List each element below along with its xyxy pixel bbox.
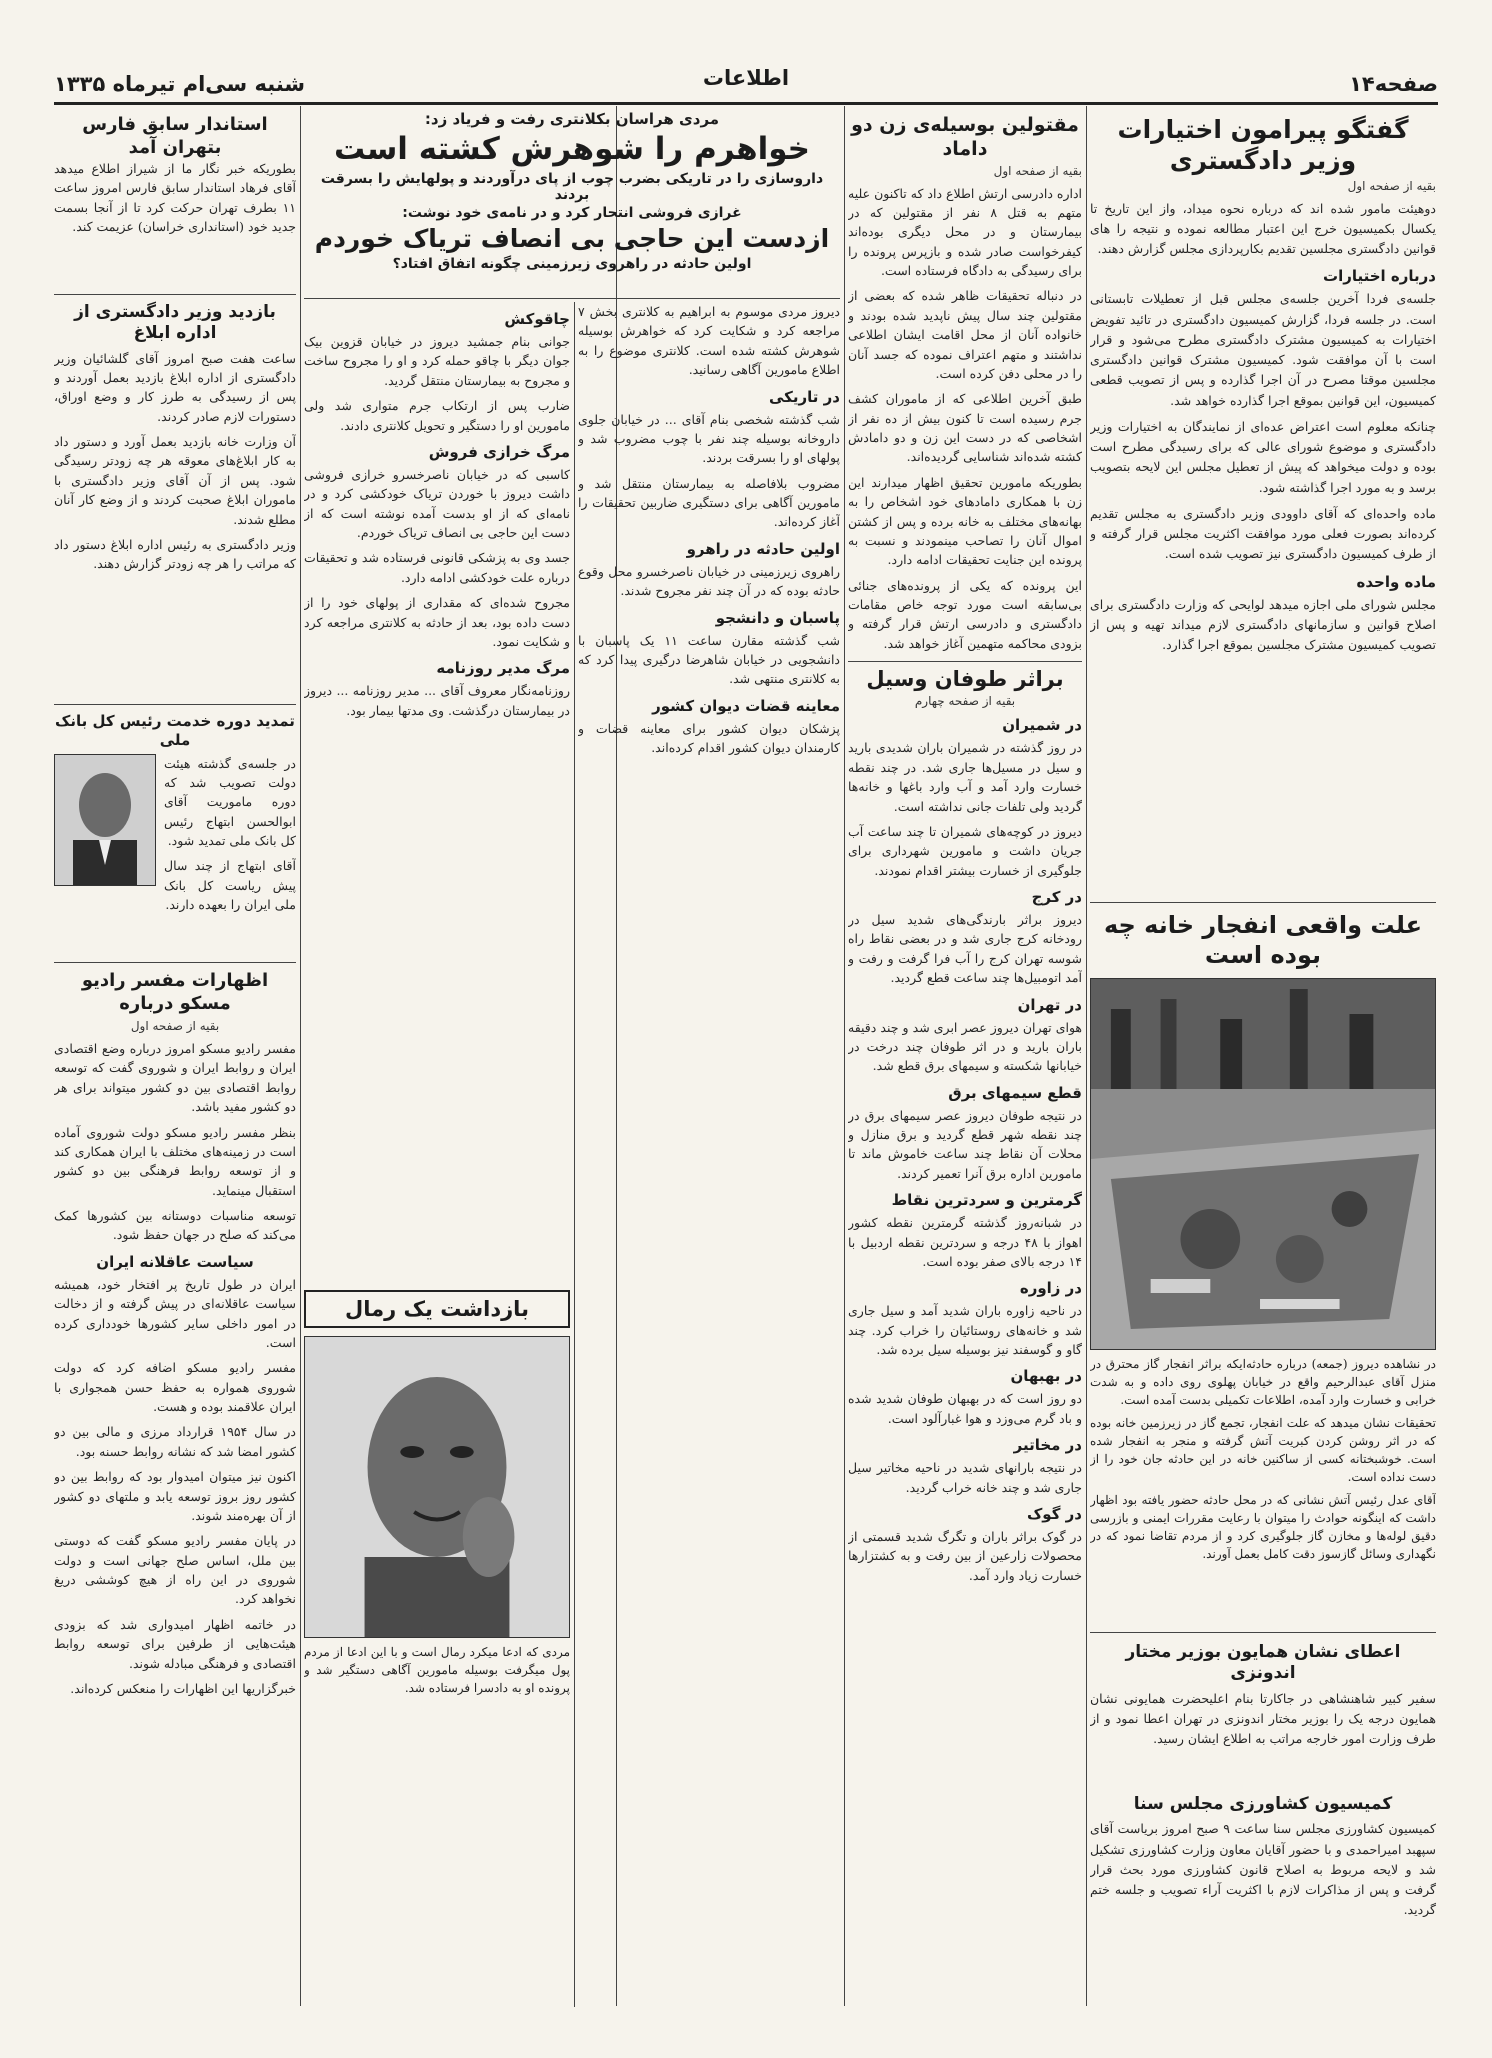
deck: داروسازی را در تاریکی بضرب چوب از پای درآوردند و پولهایش را بسرقت بردند [320, 170, 824, 203]
paragraph: کاسبی که در خیابان ناصرخسرو خرازی فروشی داشت دیروز با خوردن تریاک خودکشی کرد و در نامه‌ای که از او بدست آمده نوشته است که از دست این حاجی بی انصاف تریاک خوردم. [304, 466, 570, 540]
paragraph: دیروز در کوچه‌های شمیران تا چند ساعت آب جریان داشت و مامورین شهرداری برای جلوگیری از خسارت بیشتر اقدام نمودند. [848, 823, 1082, 878]
paragraph: کمیسیون کشاورزی مجلس سنا ساعت ۹ صبح امروز بریاست آقای سپهبد امیراحمدی و با حضور آقایان معاون وزارت کشاورزی تشکیل شد و لایحه مربوط به اصلاح قانون کشاورزی مورد بحث قرار گرفت و پس از مذاکرات لازم با اکثریت آراء تصویب و جلسه ختم گردید. [1090, 1821, 1436, 1918]
subhead: در تاریکی [769, 387, 840, 406]
paragraph: پزشکان دیوان کشور برای معاینه قضات و کارمندان دیوان کشور اقدام کرده‌اند. [578, 720, 840, 755]
column-rule [844, 106, 845, 2006]
paragraph: در سال ۱۹۵۴ قرارداد مرزی و مالی بین دو کشور امضا شد که نشانه روابط حسنه بود. [54, 1424, 296, 1459]
article-senate-agriculture [1090, 1790, 1436, 2005]
headline-box [304, 1290, 570, 1328]
paragraph: طبق آخرین اطلاعی که از ماموران کشف جرم رسیده است تا کنون بیش از ده نفر از اشخاصی که در دست این زن و دو دامادش کشته شده‌اند شناسایی گردیده‌اند. [848, 391, 1082, 465]
article-crime-body-a [578, 302, 840, 2007]
paragraph: مجروح شده‌ای که مقداری از پولهای خود را از دست داده بود، بعد از حادثه به کلانتری مراجعه کرد و شکایت نمود. [304, 595, 570, 649]
headline: استاندار سابق فارس بتهران آمد [82, 114, 268, 158]
paragraph: آقای ابتهاج از چند سال پیش ریاست کل بانک ملی ایران را بعهده دارند. [164, 858, 296, 913]
photo-illustration [1091, 979, 1435, 1349]
paragraph: در دنباله تحقیقات ظاهر شده که بعضی از مقتولین چند سال پیش ناپدید شده بودند و خانواده آنان از محل اقامت ایشان اطلاعی نداشتند و متهم اعتراف نموده که جسد آنان را در محلی دفن کرده است. [848, 288, 1082, 381]
deck: اولین حادثه در راهروی زیرزمینی چگونه اتفاق افتاد؟ [392, 256, 752, 272]
fortune-teller-photo [304, 1336, 570, 1638]
paragraph: در روز گذشته در شمیران باران شدیدی بارید و سیل در مسیل‌ها جاری شد. در چند نقطه خسارت وارد آمد و آب وارد باغها و خانه‌ها گردید ولی تلفات جانی نداشته است. [848, 740, 1082, 814]
paragraph: در نتیجه طوفان دیروز عصر سیمهای برق در چند نقطه شهر قطع گردید و برق منازل و محلات آن نقاط چند ساعت خاموش ماند تا مامورین اداره برق آنرا تعمیر کردند. [848, 1107, 1082, 1181]
paragraph: مضروب بلافاصله به بیمارستان منتقل شد و مامورین آگاهی برای دستگیری ضاربین تحقیقات را آغاز کرده‌اند. [578, 475, 840, 530]
paragraph: مفسر رادیو مسکو امروز درباره وضع اقتصادی ایران و روابط ایران و شوروی گفت که توسعه روابط اقتصادی بین دو کشور میتواند برای هر دو کشور مفید باشد. [54, 1041, 296, 1115]
paragraph: در گوک براثر باران و تگرگ شدید قسمتی از محصولات زارعین از بین رفت و به کشتزارها خسارت زیاد وارد آمد. [848, 1528, 1082, 1583]
article-murders-and-flood [848, 108, 1082, 2008]
section-rule [54, 294, 296, 295]
section-rule [54, 962, 296, 963]
headline: اظهارات مفسر رادیو مسکو درباره [81, 970, 269, 1014]
paragraph: وزیر دادگستری به رئیس اداره ابلاغ دستور داد که مراتب را هر چه زودتر گزارش دهند. [54, 536, 296, 572]
paragraph: در شبانه‌روز گذشته گرمترین نقطه کشور اهواز با ۴۸ درجه و سردترین نقطه اردبیل با ۱۴ درجه بالای صفر بوده است. [848, 1215, 1082, 1269]
paragraph: خبرگزاریها این اظهارات را منعکس کرده‌اند. [70, 1680, 296, 1696]
paragraph: دو روز است که در بهبهان طوفان شدید شده و باد گرم می‌وزد و هوا غبارآلود است. [848, 1391, 1082, 1426]
headline: براثر طوفان وسیل [866, 667, 1064, 692]
kicker: مردی هراسان بکلانتری رفت و فریاد زد: [424, 110, 720, 128]
masthead [54, 62, 1438, 105]
continued-note: بقیه از صفحه چهارم [914, 694, 1016, 709]
subhead: اولین حادثه در راهرو [686, 539, 840, 558]
headline: اعطای نشان همایون بوزیر مختار اندونزی [1125, 1642, 1401, 1684]
headline: تمدید دوره خدمت رئیس کل بانک ملی [55, 712, 295, 749]
subhead: در مخاتیر [1013, 1436, 1082, 1455]
paragraph: دوهیئت مامور شده اند که درباره نحوه میداد، واز این تاریخ تا یکسال بکمیسیون خرج این اعتبار مطالعه نموده و نتیجه را های قوانین دادگستری مجلسین تقدیم بکارپردازی مجلس گزارش دهند. [1090, 200, 1436, 256]
headline: خواهرم را شوهرش کشته است [334, 131, 810, 167]
deck: غرازی فروشی انتحار کرد و در نامه‌ی خود نوشت: [402, 204, 742, 221]
paragraph: در ناحیه زاوره باران شدید آمد و سیل جاری شد و خانه‌های روستائیان را خراب کرد. چند گاو و گوسفند نیز بوسیله سیل برده شد. [848, 1303, 1082, 1357]
headline: بازدید وزیر دادگستری از اداره ابلاغ [74, 302, 276, 344]
section-rule [304, 298, 840, 299]
paragraph: دیروز براثر بارندگی‌های شدید سیل در رودخانه کرج جاری شد و در بعضی نقاط راه شوسه تهران کرج را آب فرا گرفت و رفت و آمد اتومبیل‌ها چند ساعت قطع گردید. [848, 912, 1082, 986]
paper-name: اطلاعات [702, 66, 790, 90]
subhead: ماده واحده [1356, 572, 1436, 591]
article-fars-governor [54, 108, 296, 288]
photo-illustration [55, 755, 155, 885]
paragraph: راهروی زیرزمینی در خیابان ناصرخسرو محل وقوع حادثه بوده که در آن چند نفر مجروح شدند. [578, 563, 840, 599]
headline: گفتگو پیرامون اختیارات وزیر دادگستری [1117, 115, 1409, 176]
paragraph: جلسه‌ی فردا آخرین جلسه‌ی مجلس قبل از تعطیلات تابستانی است. در جلسه فردا، گزارش کمیسیون دادگستری در تائید تفویض اختیارات به کمیسیون مشترک دادگستری مطرح می‌شود و قرار است با آن موافقت شود. کمیسیون مشترک قوانین دادگستری مجلسین موقتا مصرح در آن اجرا گذارده و پس از تصویب قطعی کمیسیون، این قوانین بموقع اجرا گذارده خواهد شد. [1090, 291, 1436, 408]
column-rule [574, 302, 575, 2007]
paragraph: چنانکه معلوم است اعتراض عده‌ای از نمایندگان به اختیارات وزیر دادگستری و موضوع شورای عالی که برای رسیدگی مطرح است بوده و دولت میخواهد که پیش از تعطیل مجلس این لایحه بتصویب برسد و به مورد اجرا گذاشته شود. [1090, 418, 1436, 495]
subhead: پاسبان و دانشجو [715, 608, 840, 627]
paragraph: بنظر مفسر رادیو مسکو دولت شوروی آماده است در زمینه‌های مختلف با ایران همکاری کند و از توسعه روابط فرهنگی بین دو کشور استقبال مینماید. [54, 1124, 296, 1198]
paragraph: آن وزارت خانه بازدید بعمل آورد و دستور داد به کار ابلاغ‌های معوقه هر چه زودتر رسیدگی شود. پس از آن آقای وزیر دادگستری با ماموران ابلاغ صحبت کردند و از وضع کار آنان مطلع شدند. [54, 434, 296, 527]
paragraph: در پایان مفسر رادیو مسکو گفت که دوستی بین ملل، اساس صلح جهانی است و دولت شوروی در این راه از هیچ کوششی دریغ نخواهد کرد. [54, 1533, 296, 1607]
photo-caption: در نشاهده دیروز (جمعه) درباره حادثه‌ایکه براثر انفجار گاز محترق در منزل آقای عبدالرحیم واقع در خیابان پهلوی روی داده و به شدت خرابی و خسارت وارد آمده، اطلاعات تکمیلی بدست آمده است. [1090, 1357, 1436, 1407]
photo-caption: تحقیقات نشان میدهد که علت انفجار، تجمع گاز در زیرزمین خانه بوده که در اثر روشن کردن کبریت آتش گرفته و منجر به انفجار شده است. خوشبختانه کسی از ساکنین خانه در این حادثه جان خود را از دست نداده است. [1090, 1416, 1436, 1484]
article-medal [1090, 1638, 1436, 1778]
headline: مقتولین بوسیله‌ی زن دو داماد [851, 114, 1079, 160]
article-judiciary-powers [1090, 108, 1436, 898]
paragraph: جسد وی به پزشکی قانونی فرستاده شد و تحقیقات درباره علت خودکشی ادامه دارد. [304, 550, 570, 585]
paragraph: شب گذشته شخصی بنام آقای ... در خیابان جلوی داروخانه بوسیله چند نفر با چوب مضروب شد و پولهای او را بسرقت بردند. [578, 411, 840, 466]
paragraph: هوای تهران دیروز عصر ابری شد و چند دقیقه باران بارید و در اثر طوفان چند درخت در خیابانها شکسته و سیمهای برق قطع شد. [848, 1019, 1082, 1074]
column-rule [1086, 106, 1087, 2006]
photo-illustration [305, 1337, 569, 1637]
article-fortune-teller [304, 1290, 570, 2006]
paragraph: مفسر رادیو مسکو اضافه کرد که دولت شوروی همواره به حفظ حسن همجواری با ایران علاقمند بوده و هست. [54, 1360, 296, 1414]
headline: کمیسیون کشاورزی مجلس سنا [1133, 1794, 1393, 1814]
paragraph: بطوریکه خبر نگار ما از شیراز اطلاع میدهد آقای فرهاد استاندار سابق فارس امروز ساعت ۱۱ بطرف تهران حرکت کرد تا از آنجا بسمت جدید خود (استانداری خراسان) عزیمت کند. [54, 161, 296, 235]
explosion-photo [1090, 978, 1436, 1350]
subhead: در شمیران [1002, 716, 1082, 735]
paragraph: در خاتمه اظهار امیدواری شد که بزودی هیئت‌هایی از طرفین برای توسعه روابط اقتصادی و فرهنگی مبادله شوند. [54, 1616, 296, 1671]
headline: علت واقعی انفجار خانه چه بوده است [1103, 911, 1423, 969]
paragraph: اداره دادرسی ارتش اطلاع داد که تاکنون علیه متهم به قتل ۸ نفر از مقتولین که در بیمارستان و در محل دیگری بوده‌اند کیفرخواست صادر شده و بازپرس پرونده را برای رسیدگی به دادگاه فرستاده است. [848, 185, 1082, 278]
paragraph: اکنون نیز میتوان امیدوار بود که روابط بین دو کشور روز بروز توسعه یابد و ملتهای دو کشور از آن بهره‌مند شوند. [54, 1469, 296, 1523]
headline: ازدست این حاجی بی انصاف تریاک خوردم [314, 223, 830, 253]
subhead: مرگ مدیر روزنامه [436, 659, 570, 678]
paragraph: سفیر کبیر شاهنشاهی در جاکارتا بنام اعلیحضرت همایونی نشان همایون درجه یک را بوزیر مختار اندونزی در تهران اعطا نمود و از طرف وزارت امور خارجه مراتب به اطلاع ایشان رسید. [1090, 1690, 1436, 1746]
paragraph: بطوریکه مامورین تحقیق اظهار میدارند این زن با همکاری دامادهای خود اشخاص را به بهانه‌های مختلف به خانه برده و پس از کشتن اموال آنان را تصاحب مینمودند و نسبت به پرونده این جنایت تحقیقات ادامه دارد. [848, 474, 1082, 568]
subhead: در گوک [1026, 1504, 1082, 1523]
continued-note: بقیه از صفحه اول [130, 1019, 220, 1033]
paragraph: در جلسه‌ی گذشته هیئت دولت تصویب شد که دوره ماموریت آقای ابوالحسن ابتهاج رئیس کل بانک ملی تمدید شود. [164, 755, 296, 848]
subhead: درباره اختیارات [1323, 267, 1436, 286]
subhead: در زاوره [1019, 1279, 1082, 1298]
column-rule [300, 106, 301, 2006]
bank-chief-portrait [54, 754, 156, 886]
section-rule [1090, 902, 1436, 903]
paragraph: در نتیجه بارانهای شدید در ناحیه مخاتیر سیل جاری شد و چند خانه خراب گردید. [848, 1460, 1082, 1495]
page-number: صفحه۱۴ [1349, 72, 1438, 96]
paragraph: ساعت هفت صبح امروز آقای گلشائیان وزیر دادگستری از اداره ابلاغ بازدید بعمل آوردند و پس از رسیدگی به طرز کار و وضع اوراق، دستورات لازم صادر کردند. [54, 350, 296, 424]
headline: بازداشت یک رمال [345, 1297, 529, 1321]
continued-note: بقیه از صفحه اول [1347, 178, 1436, 193]
subhead: در کرج [1031, 888, 1082, 906]
article-crime-header [304, 108, 840, 293]
continued-note: بقیه از صفحه اول [993, 163, 1082, 178]
paragraph: شب گذشته مقارن ساعت ۱۱ یک پاسبان با دانشجویی در خیابان شاهرضا درگیری پیدا کرد که به کلانتری منتهی شد. [578, 632, 840, 687]
paragraph: ضارب پس از ارتکاب جرم متواری شد ولی مامورین او را دستگیر و تحویل کلانتری دادند. [304, 398, 570, 433]
photo-caption: مردی که ادعا میکرد رمال است و با این ادعا از مردم پول میگرفت بوسیله مامورین آگاهی دستگیر شد و پرونده او به دادسرا فرستاده شد. [304, 1645, 570, 1696]
section-rule [54, 704, 296, 705]
subhead: سیاست عاقلانه ایران [96, 1252, 254, 1271]
paragraph: توسعه مناسبات دوستانه بین کشورها کمک می‌کند که صلح در جهان حفظ شود. [54, 1208, 296, 1243]
paragraph: ماده واحده‌ای که آقای داوودی وزیر دادگستری به مجلس تقدیم کرده‌اند بصورت فعلی مورد موافقت اکثریت مجلس قرار گرفته و از طرف کمیسیون دادگستری نیز تصویب شده است. [1090, 505, 1436, 562]
subhead: چاقوکش [504, 310, 570, 328]
article-explosion [1090, 906, 1436, 1626]
subhead: در تهران [1017, 995, 1082, 1014]
paragraph: جوانی بنام جمشید دیروز در خیابان قزوین بیک جوان دیگر با چاقو حمله کرد و او را مجروح ساخت و مجروح به بیمارستان منتقل گردید. [304, 334, 570, 388]
article-minister-visit [54, 298, 296, 698]
issue-date: شنبه سی‌ام تیرماه ۱۳۳۵ [54, 72, 306, 96]
article-crime-body-b [304, 302, 570, 1302]
paragraph: این پرونده که یکی از پرونده‌های جنائی بی‌سابقه است مورد توجه خاص مقامات دادگستری و دادرسی ارتش قرار گرفته و بزودی محاکمه متهمین آغاز خواهد شد. [848, 577, 1082, 651]
paragraph: دیروز مردی موسوم به ابراهیم به کلانتری بخش ۷ مراجعه کرد و شکایت کرد که خواهرش بوسیله شوهرش کشته شده است. کلانتری موضوع را به اطلاع مامورین آگاهی رسانید. [578, 304, 840, 378]
subhead: معاینه قضات دیوان کشور [652, 696, 840, 715]
subhead: قطع سیمهای برق [948, 1083, 1082, 1102]
paragraph: مجلس شورای ملی اجازه میدهد لوایحی که وزارت دادگستری برای اصلاح قوانین و سازمانهای دادگستری لازم میداند تهیه و پس از تصویب کمیسیون مشترک مجلسین بموقع اجرا گذارد. [1090, 596, 1436, 652]
subhead: مرگ خرازی فروش [428, 442, 570, 461]
photo-caption: آقای عدل رئیس آتش نشانی که در محل حادثه حضور یافته بود اظهار داشت که اینگونه حوادث را میتوان با رعایت مقررات ایمنی و بازرسی دقیق لوله‌ها و مخازن گاز جلوگیری کرد و از مردم تقاضا نمود که در نگهداری وسائل گازسوز دقت کامل بعمل آورند. [1090, 1493, 1436, 1561]
paragraph: روزنامه‌نگار معروف آقای ... مدیر روزنامه ... دیروز در بیمارستان درگذشت. وی مدتها بیمار بود. [304, 683, 570, 718]
subhead: گرمترین و سردترین نقاط [891, 1191, 1082, 1210]
section-rule [1090, 1632, 1436, 1633]
subhead: در بهبهان [1010, 1367, 1082, 1386]
paragraph: ایران در طول تاریخ پر افتخار خود، همیشه سیاست عاقلانه‌ای در پیش گرفته و از دخالت در امور داخلی سایر کشورها خودداری کرده است. [54, 1276, 296, 1350]
article-bank-chief [54, 708, 296, 958]
article-moscow-radio [54, 966, 296, 2006]
